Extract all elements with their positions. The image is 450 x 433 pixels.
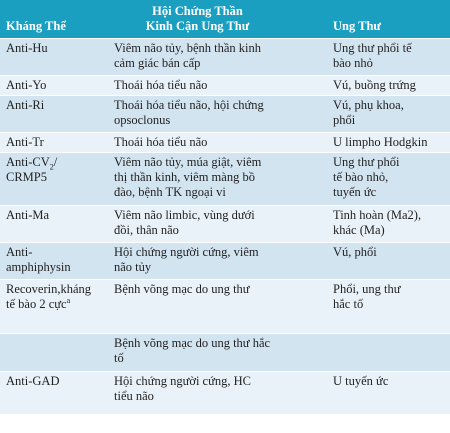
cell-syndrome: Viêm não limbic, vùng dưới đồi, thân não — [108, 205, 327, 242]
cell-cancer: Ung thư phổi tế bào nhỏ — [327, 38, 450, 75]
table-row — [0, 242, 450, 279]
cell-cancer — [327, 333, 450, 371]
cell-antibody: Anti-GAD — [0, 371, 108, 414]
cell-cancer: Tinh hoàn (Ma2), khác (Ma) — [327, 205, 450, 242]
table-body — [0, 38, 450, 414]
cell-antibody: Anti-Tr — [0, 132, 108, 152]
cell-cancer: Vú, phụ khoa, phổi — [327, 95, 450, 132]
cell-syndrome: Hội chứng người cứng, viêm não tủy — [108, 242, 327, 279]
cell-cancer: U tuyến ức — [327, 371, 450, 414]
cell-syndrome: Thoái hóa tiểu não — [108, 132, 327, 152]
cell-syndrome: Hội chứng người cứng, HC tiểu não — [108, 371, 327, 414]
header-cancer: Ung Thư — [327, 0, 450, 38]
cell-syndrome: Bệnh võng mạc do ung thư hắc tố — [108, 333, 327, 371]
table-row — [0, 75, 450, 95]
table-row — [0, 38, 450, 75]
cell-cancer: Vú, phổi — [327, 242, 450, 279]
cell-antibody: Anti-Ri — [0, 95, 108, 132]
header-syndrome: Hội Chứng Thần Kinh Cận Ung Thư — [108, 0, 327, 38]
cell-syndrome: Viêm não tủy, múa giật, viêm thị thần kinh, viêm màng bồ đào, bệnh TK ngoại vi — [108, 152, 327, 205]
cell-cancer: Ung thư phổi tế bào nhỏ, tuyến ức — [327, 152, 450, 205]
table-row — [0, 95, 450, 132]
cell-cancer: U limpho Hodgkin — [327, 132, 450, 152]
table-header — [0, 0, 450, 38]
table-row — [0, 333, 450, 371]
cell-antibody: Anti- amphiphysin — [0, 242, 108, 279]
cell-antibody: Recoverin,kháng tế bào 2 cực$^a$ — [0, 279, 108, 333]
cell-cancer: Phổi, ung thư hắc tố — [327, 279, 450, 333]
cell-syndrome: Thoái hóa tiểu não — [108, 75, 327, 95]
table-row — [0, 279, 450, 333]
cell-antibody: Anti-Hu — [0, 38, 108, 75]
table-row — [0, 205, 450, 242]
header-antibody: Kháng Thể — [0, 0, 108, 38]
cell-syndrome: Bệnh võng mạc do ung thư — [108, 279, 327, 333]
cell-antibody: Anti-Ma — [0, 205, 108, 242]
cell-cancer: Vú, buồng trứng — [327, 75, 450, 95]
cell-syndrome: Thoái hóa tiểu não, hội chứng opsoclonus — [108, 95, 327, 132]
cell-antibody — [0, 333, 108, 371]
table-row — [0, 152, 450, 205]
table-row — [0, 132, 450, 152]
cell-antibody: Anti-Yo — [0, 75, 108, 95]
table-row — [0, 371, 450, 414]
cell-antibody: Anti-$CV_2/$ CRMP5 — [0, 152, 108, 205]
cell-syndrome: Viêm não tủy, bệnh thần kinh cảm giác bán cấp — [108, 38, 327, 75]
